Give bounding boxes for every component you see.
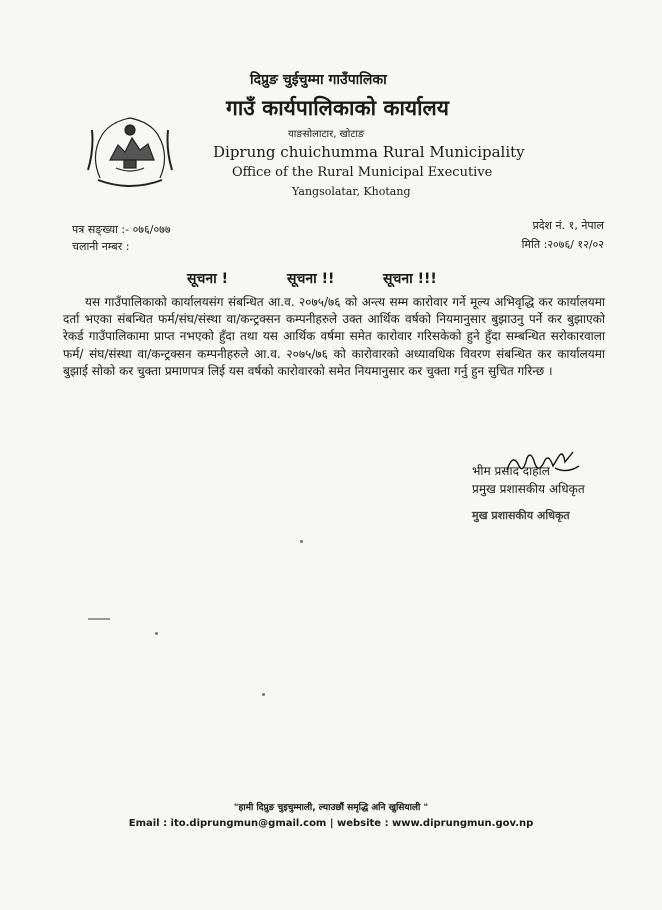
letter-date: मिति :२०७६/ १२/०२ xyxy=(521,238,604,251)
footer-slogan: "हामी दिप्रुङ चुइचुम्माली, ल्याउछौं समृद्धि अनि खुसियाली " xyxy=(233,803,429,813)
notice-label-2: सूचना !! xyxy=(287,271,335,287)
notice-body: यस गाउँपालिकाको कार्यालयसंग संबन्धित आ.व. २०७५/७६ को अन्त्य सम्म कारोवार गर्ने मूल्य अभिवृद्धि कर कार्यालयमा दर्ता भएका संबन्धित फर्म/संघ/संस्था वा/कन्ट्रक्सन कम्पनीहरुले उक्त आर्थिक वर्षको नियमानुसार बुझाउनु पर्ने कर बुझाएको रेकर्ड गाउँपालिकामा प्राप्त नभएको हुँदा तथा यस आर्थिक वर्षमा समेत कारोवार गरिसकेको हुने हुँदा सम्बन्धित सरोकारवाला फर्म/ संघ/संस्था वा/कन्ट्रक्सन कम्पनीहरुले आ.व. २०७५/७६ को कारोवारको अध्यावधिक विवरण संबन्धित कर कार्यालयमा बुझाई सोको कर चुक्ता प्रमाणपत्र लिई यस वर्षको कारोवारको समेत नियमानुसार कर चुक्ता गर्नु हुन सुचित गरिन्छ । xyxy=(63,295,605,378)
office-title-english: Office of the Rural Municipal Executive xyxy=(232,165,493,180)
province: प्रदेश नं. १, नेपाल xyxy=(532,219,604,232)
municipality-name-nepali: दिप्रुङ चुईचुम्मा गाउँपालिका xyxy=(250,72,387,88)
municipality-name-english: Diprung chuichumma Rural Municipality xyxy=(213,143,525,161)
office-title-nepali: गाउँ कार्यपालिकाको कार्यालय xyxy=(226,96,449,120)
notice-label-1: सूचना ! xyxy=(187,271,229,287)
address-nepali: याङसोलाटार, खोटाङ xyxy=(288,129,365,140)
signatory-title: प्रमुख प्रशासकीय अधिकृत xyxy=(472,482,585,496)
dispatch-number: चलानी नम्बर : xyxy=(72,240,130,253)
scan-speck xyxy=(262,693,265,696)
scan-mark xyxy=(88,618,110,620)
notice-label-3: सूचना !!! xyxy=(383,271,437,287)
official-stamp: मुख प्रशासकीय अधिकृत xyxy=(472,509,570,522)
scan-speck xyxy=(300,540,303,543)
scan-speck xyxy=(155,632,158,635)
letter-number: पत्र सङ्ख्या :- ०७६/०७७ xyxy=(72,223,171,236)
nepal-government-emblem-icon xyxy=(80,100,180,190)
signatory-name: भीम प्रसाद दाहाल xyxy=(472,464,550,478)
footer-contact: Email : ito.diprungmun@gmail.com | website : www.diprungmun.gov.np xyxy=(128,818,534,829)
address-english: Yangsolatar, Khotang xyxy=(292,185,411,198)
